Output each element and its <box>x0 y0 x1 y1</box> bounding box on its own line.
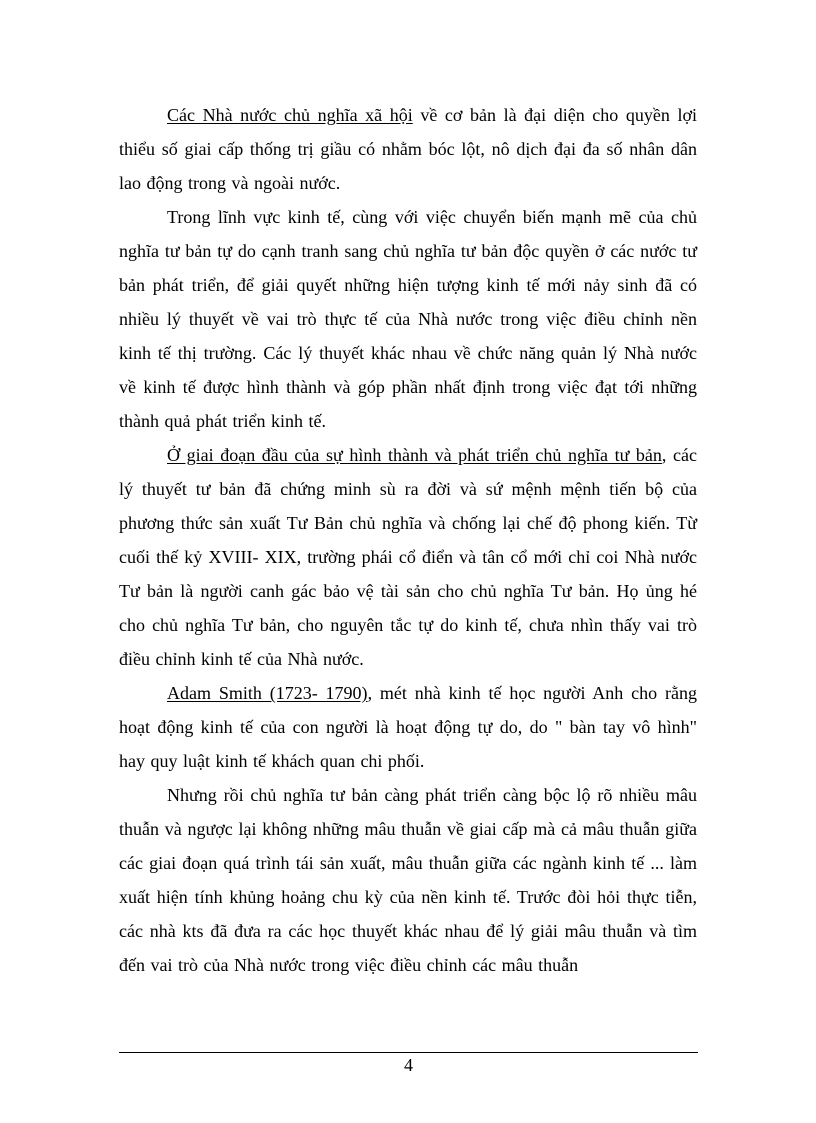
paragraph-1 <box>119 98 697 200</box>
paragraph-4-underlined: Adam Smith (1723- 1790) <box>167 683 368 703</box>
paragraph-5-text: Nhưng rồi chủ nghĩa tư bản càng phát triển càng bộc lộ rõ nhiều mâu thuẫn và ngược lại không những mâu thuẫn về giai cấp mà cả mâu thuẫn giữa các giai đoạn quá trình tái sản xuất, mâu thuẫn giữa các ngành kinh tế ... làm xuất hiện tính khủng hoảng chu kỳ của nền kinh tế. Trước đòi hỏi thực tiễn, các nhà kts đã đưa ra các học thuyết khác nhau để lý giải mâu thuẫn và tìm đến vai trò của Nhà nước trong việc điều chỉnh các mâu thuẫn <box>119 785 697 975</box>
paragraph-2-text: Trong lĩnh vực kinh tế, cùng với việc chuyển biến mạnh mẽ của chủ nghĩa tư bản tự do cạnh tranh sang chủ nghĩa tư bản độc quyền ở các nước tư bản phát triển, để giải quyết những hiện tượng kinh tế mới nảy sinh đã có nhiều lý thuyết về vai trò thực tế của Nhà nước trong việc điều chỉnh nền kinh tế thị trường. Các lý thuyết khác nhau về chức năng quản lý Nhà nước về kinh tế được hình thành và góp phần nhất định trong việc đạt tới những thành quả phát triển kinh tế. <box>119 207 697 431</box>
paragraph-3 <box>119 438 697 676</box>
footer-divider <box>119 1052 698 1053</box>
page-body <box>119 98 697 982</box>
paragraph-1-text: về cơ bản là đại diện cho quyền lợi thiểu số giai cấp thống trị giầu có nhằm bóc lột, nô dịch đại đa số nhân dân lao động trong và ngoài nước. <box>119 105 697 193</box>
paragraph-3-underlined: Ở giai đoạn đầu của sự hình thành và phát triển chủ nghĩa tư bản <box>167 445 662 465</box>
paragraph-4-text: , mét nhà kinh tế học người Anh cho rằng hoạt động kinh tế của con người là hoạt động tự do, do " bàn tay vô hình" hay quy luật kinh tế khách quan chi phối. <box>119 683 697 771</box>
paragraph-4 <box>119 676 697 778</box>
paragraph-2 <box>119 200 697 438</box>
paragraph-3-text: , các lý thuyết tư bản đã chứng minh sù ra đời và sứ mệnh mệnh tiến bộ của phương thức sản xuất Tư Bản chủ nghĩa và chống lại chế độ phong kiến. Từ cuối thế kỷ XVIII- XIX, trường phái cổ điển và tân cổ mới chỉ coi Nhà nước Tư bản là người canh gác bảo vệ tài sản cho chủ nghĩa Tư bản. Họ ủng hé cho chủ nghĩa Tư bản, cho nguyên tắc tự do kinh tế, chưa nhìn thấy vai trò điều chỉnh kinh tế của Nhà nước. <box>119 445 697 669</box>
page-number: 4 <box>404 1055 413 1075</box>
paragraph-5 <box>119 778 697 982</box>
paragraph-1-underlined: Các Nhà nước chủ nghĩa xã hội <box>167 105 413 125</box>
